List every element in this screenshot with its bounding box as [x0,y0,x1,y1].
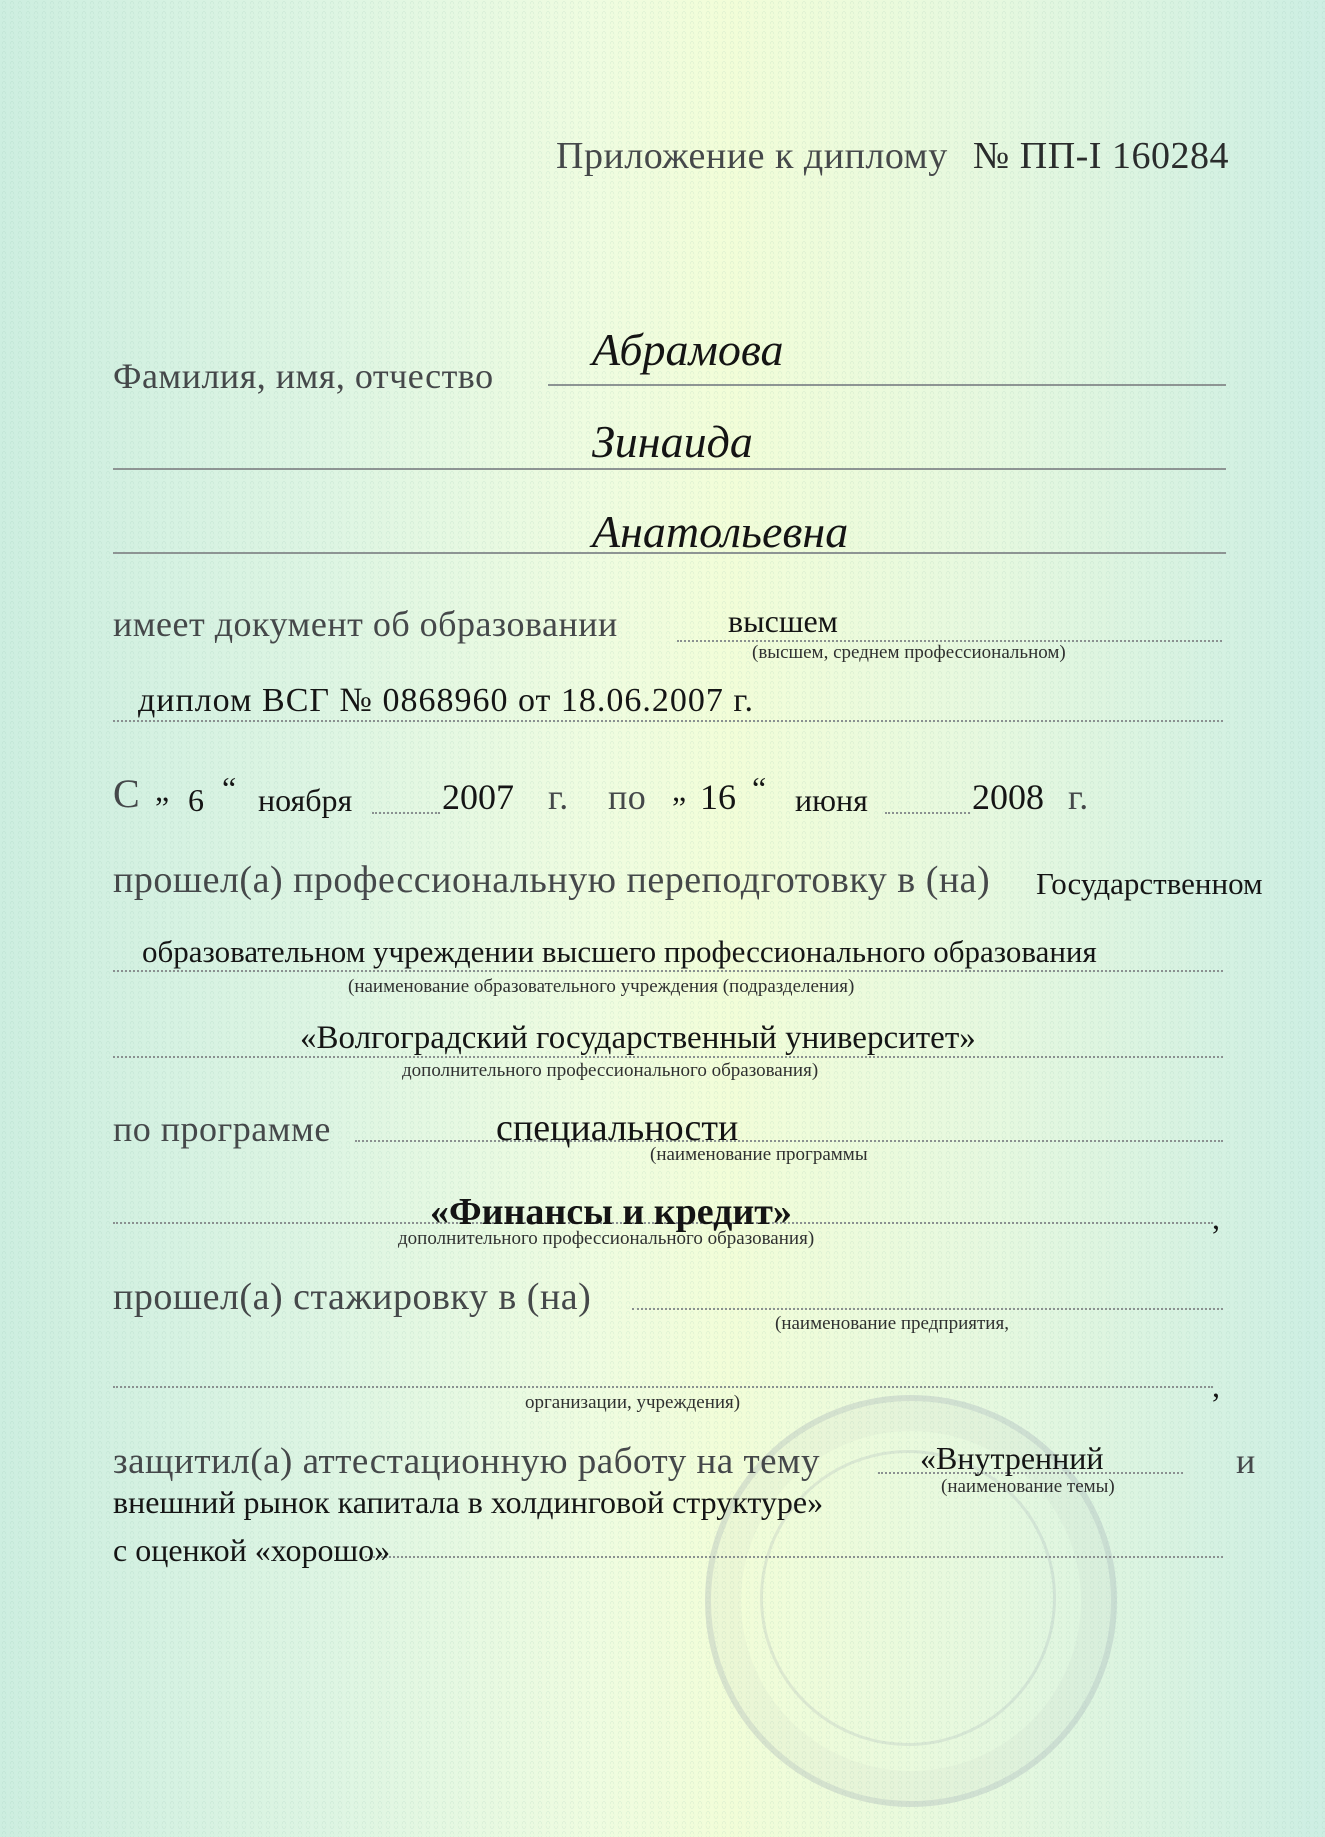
institution-line2: образовательном учреждении высшего профессионального образования [142,934,1097,969]
education-level-value: высшем [728,603,838,639]
internship-hint2: организации, учреждения) [525,1392,741,1413]
surname-value: Абрамова [592,324,784,375]
education-level-hint: (высшем, среднем профессиональном) [752,642,1066,663]
thesis-label: защитил(а) аттестационную работу на тему [113,1441,820,1482]
patronymic-value: Анатольевна [592,506,849,557]
document-number: № ПП-I 160284 [973,135,1229,177]
thesis-grade: с оценкой «хорошо» [113,1532,391,1568]
thesis-topic-part2: внешний рынок капитала в холдинговой структуре» [113,1484,824,1520]
prior-diploma-line [113,720,1223,722]
period-from-open-quote: „ [155,772,170,808]
period-from-month: ноября [258,782,353,818]
period-to-prefix: по [608,777,647,817]
period-from-month-dots [372,812,440,814]
period-to-year: 2008 [972,777,1044,817]
program-hint1: (наименование программы [650,1144,868,1165]
program-label: по программе [113,1109,331,1149]
program-value1: специальности [496,1107,739,1149]
program-hint2: дополнительного профессионального образования) [398,1228,815,1249]
institution-line1: Государственном [1036,866,1263,901]
institution-hint1: (наименование образовательного учреждения (подразделения) [348,976,855,997]
first-name-line [113,468,1226,470]
name-label: Фамилия, имя, отчество [113,356,494,396]
program-value2: «Финансы и кредит» [430,1191,792,1233]
period-from-prefix: С [113,771,141,816]
period-from-day: 6 [188,782,204,818]
grade-line [360,1556,1223,1558]
period-to-month-dots [885,812,970,814]
institution-line3-dots [113,1056,1223,1058]
period-to-open-quote: „ [672,772,687,808]
thesis-topic-and: и [1236,1441,1256,1481]
period-from-year-suffix: г. [548,777,569,817]
first-name-value: Зинаида [592,416,753,467]
thesis-topic-hint: (наименование темы) [941,1476,1115,1497]
internship-line1 [632,1308,1223,1310]
retraining-label: прошел(а) профессиональную переподготовку в (на) [113,859,991,901]
surname-line [548,384,1226,386]
thesis-topic-part1: «Внутренний [920,1440,1104,1476]
institution-hint2: дополнительного профессионального образования) [402,1060,819,1081]
period-to-month: июня [795,782,868,818]
internship-label: прошел(а) стажировку в (на) [113,1276,592,1318]
program-value1-dots [355,1140,1223,1142]
period-from-year: 2007 [442,777,514,817]
institution-line2-dots [113,970,1223,972]
institution-line3: «Волгоградский государственный университет» [300,1020,976,1056]
period-to-year-suffix: г. [1068,777,1089,817]
program-comma: , [1212,1200,1220,1236]
period-to-close-quote: “ [752,770,767,806]
prior-diploma-value: диплом ВСГ № 0868960 от 18.06.2007 г. [138,682,754,719]
period-from-close-quote: “ [222,770,237,806]
patronymic-line [113,552,1226,554]
period-to-day: 16 [700,777,736,817]
internship-hint1: (наименование предприятия, [775,1313,1009,1334]
internship-line2 [113,1386,1213,1388]
internship-comma: , [1212,1368,1220,1404]
document-title: Приложение к диплому [556,135,948,177]
education-label: имеет документ об образовании [113,604,618,644]
